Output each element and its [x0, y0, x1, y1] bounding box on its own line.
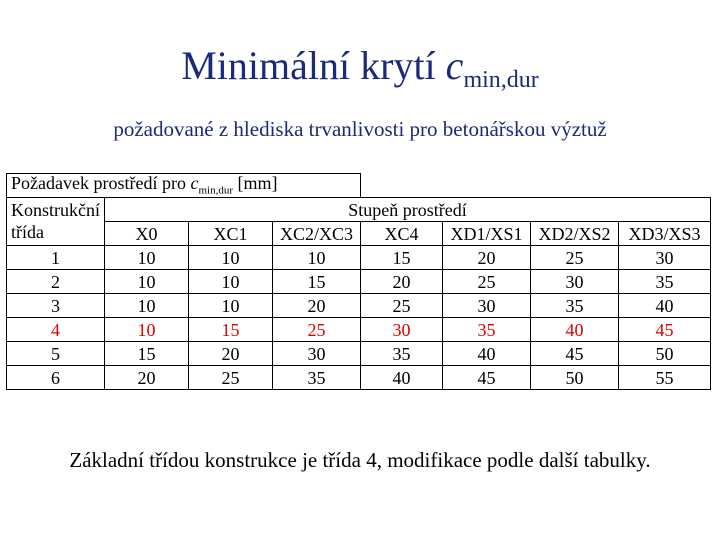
value-cell: 30 [443, 294, 531, 318]
value-cell: 10 [105, 294, 189, 318]
value-cell: 55 [619, 366, 711, 390]
value-cell: 25 [273, 318, 361, 342]
value-cell: 50 [531, 366, 619, 390]
table-title-cell [7, 174, 361, 198]
table-title-subscript: min,dur [198, 184, 233, 197]
value-cell: 15 [361, 246, 443, 270]
value-cell: 30 [531, 270, 619, 294]
value-cell: 20 [443, 246, 531, 270]
table-row [7, 246, 711, 270]
value-cell: 35 [443, 318, 531, 342]
table-row [7, 270, 711, 294]
value-cell: 25 [189, 366, 273, 390]
env-header-cell: Stupeň prostředí [105, 198, 711, 222]
table-row [7, 342, 711, 366]
footer-note: Základní třídou konstrukce je třída 4, modifikace podle další tabulky. [69, 448, 651, 472]
value-cell: 15 [273, 270, 361, 294]
column-header: XC1 [189, 222, 273, 246]
column-header: X0 [105, 222, 189, 246]
value-cell: 20 [273, 294, 361, 318]
value-cell: 10 [189, 270, 273, 294]
value-cell: 45 [531, 342, 619, 366]
title-text: Minimální krytí [181, 43, 446, 88]
value-cell: 50 [619, 342, 711, 366]
value-cell: 20 [189, 342, 273, 366]
value-cell: 20 [105, 366, 189, 390]
value-cell: 45 [619, 318, 711, 342]
class-cell: 6 [7, 366, 105, 390]
value-cell: 15 [189, 318, 273, 342]
class-cell: 3 [7, 294, 105, 318]
value-cell: 25 [443, 270, 531, 294]
value-cell: 30 [273, 342, 361, 366]
value-cell: 10 [189, 246, 273, 270]
table-body [7, 246, 711, 390]
slide-title [0, 44, 720, 93]
class-cell: 1 [7, 246, 105, 270]
value-cell: 45 [443, 366, 531, 390]
value-cell: 30 [619, 246, 711, 270]
table-row [7, 366, 711, 390]
value-cell: 35 [531, 294, 619, 318]
class-header-line1: Konstrukční [11, 199, 100, 220]
title-symbol: c [445, 43, 464, 88]
value-cell: 25 [361, 294, 443, 318]
value-cell: 35 [619, 270, 711, 294]
value-cell: 40 [619, 294, 711, 318]
value-cell: 20 [361, 270, 443, 294]
table-title-text: Požadavek prostředí pro [11, 173, 191, 194]
cover-table [6, 173, 711, 390]
class-header-line2: třída [11, 221, 44, 242]
column-header: XD1/XS1 [443, 222, 531, 246]
class-cell: 5 [7, 342, 105, 366]
column-header-row [7, 222, 711, 246]
value-cell: 10 [273, 246, 361, 270]
value-cell: 40 [443, 342, 531, 366]
value-cell: 10 [189, 294, 273, 318]
title-subscript: min,dur [463, 67, 539, 93]
value-cell: 10 [105, 270, 189, 294]
value-cell: 25 [531, 246, 619, 270]
value-cell: 15 [105, 342, 189, 366]
value-cell: 30 [361, 318, 443, 342]
value-cell: 40 [531, 318, 619, 342]
column-header: XC4 [361, 222, 443, 246]
table-row [7, 318, 711, 342]
table-title-blank [361, 174, 711, 198]
value-cell: 35 [273, 366, 361, 390]
class-cell: 4 [7, 318, 105, 342]
env-header-row [7, 198, 711, 222]
slide-subtitle: požadované z hlediska trvanlivosti pro betonářskou výztuž [113, 117, 607, 141]
table-title-row [7, 174, 711, 198]
cover-table-wrap [6, 173, 710, 390]
table-title-unit: [mm] [232, 173, 278, 194]
table-title-symbol: c [190, 173, 199, 194]
class-cell: 2 [7, 270, 105, 294]
class-header-cell [7, 198, 105, 246]
column-header: XD2/XS2 [531, 222, 619, 246]
value-cell: 40 [361, 366, 443, 390]
value-cell: 10 [105, 318, 189, 342]
column-header: XD3/XS3 [619, 222, 711, 246]
value-cell: 35 [361, 342, 443, 366]
column-header: XC2/XC3 [273, 222, 361, 246]
table-row [7, 294, 711, 318]
value-cell: 10 [105, 246, 189, 270]
